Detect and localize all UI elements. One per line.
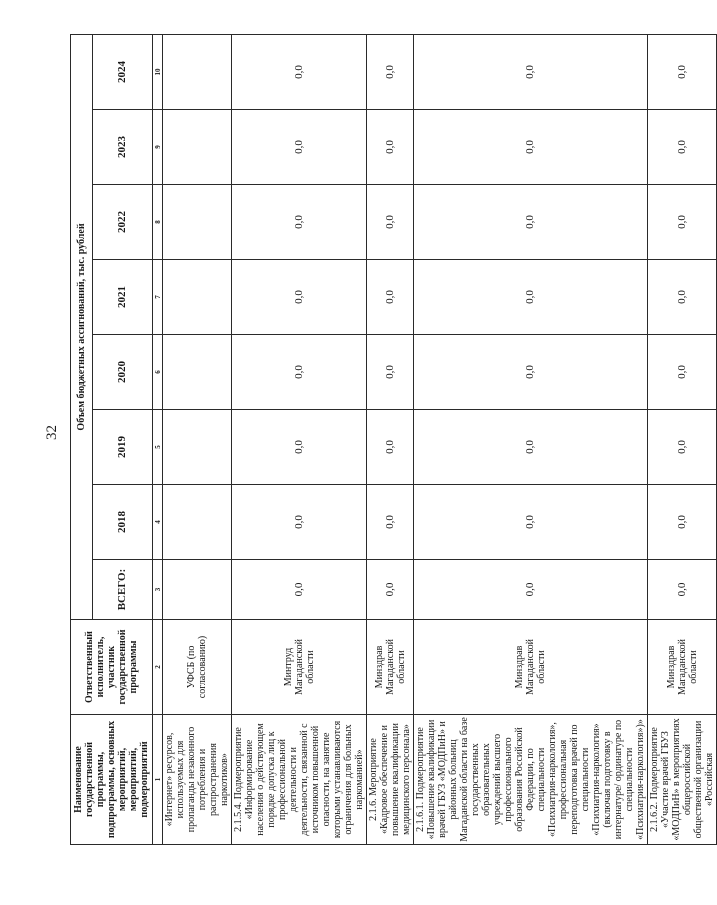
row-executor: Минздрав Магаданской области bbox=[367, 620, 414, 715]
table-row bbox=[414, 34, 648, 844]
value-cell: 0,0 bbox=[232, 560, 367, 620]
value-cell: 0,0 bbox=[414, 560, 648, 620]
row-name: 2.1.5.4. Подмероприятие «Информирование населения о действующем порядке допуска лиц к профессиональной деятельности и деятельности, связанной с источником повышенной опасности, на занятие которыми устанавливаются ограничения для больных наркоманией» bbox=[232, 715, 367, 845]
column-index: 2 bbox=[153, 620, 163, 715]
budget-table-container bbox=[70, 35, 715, 845]
value-cell bbox=[163, 34, 232, 109]
budget-table bbox=[70, 34, 717, 845]
value-cell: 0,0 bbox=[232, 34, 367, 109]
column-index: 7 bbox=[153, 260, 163, 335]
row-executor: Минтруд Магаданской области bbox=[232, 620, 367, 715]
column-index: 8 bbox=[153, 185, 163, 260]
row-name: 2.1.6. Мероприятие «Кадровое обеспечение и повышение квалификации медицинского персонала» bbox=[367, 715, 414, 845]
value-cell: 0,0 bbox=[648, 485, 717, 560]
value-cell: 0,0 bbox=[648, 110, 717, 185]
value-cell: 0,0 bbox=[648, 410, 717, 485]
value-cell: 0,0 bbox=[232, 485, 367, 560]
row-name: «Интернет» ресурсов, используемых для пропаганды незаконного потребления и распространения наркотиков» bbox=[163, 715, 232, 845]
table-row bbox=[232, 34, 367, 844]
value-cell: 0,0 bbox=[232, 110, 367, 185]
header-year: 2022 bbox=[93, 185, 153, 260]
column-index: 1 bbox=[153, 715, 163, 845]
value-cell: 0,0 bbox=[367, 560, 414, 620]
header-name: Наименование государственной программы, подпрограммы, основных мероприятий, мероприятий, подмероприятий bbox=[71, 715, 153, 845]
value-cell: 0,0 bbox=[367, 110, 414, 185]
header-year: 2020 bbox=[93, 335, 153, 410]
header-executor: Ответственный исполнитель, участник государственной программы bbox=[71, 620, 153, 715]
row-name: 2.1.6.2. Подмероприятие «Участие врачей ГБУЗ «МОДПиН» в мероприятиях общероссийской общественной организации «Российская bbox=[648, 715, 717, 845]
value-cell: 0,0 bbox=[414, 34, 648, 109]
value-cell: 0,0 bbox=[367, 335, 414, 410]
header-year: 2021 bbox=[93, 260, 153, 335]
value-cell: 0,0 bbox=[414, 110, 648, 185]
value-cell: 0,0 bbox=[648, 260, 717, 335]
value-cell: 0,0 bbox=[648, 560, 717, 620]
column-index: 3 bbox=[153, 560, 163, 620]
table-row bbox=[163, 34, 232, 844]
column-index: 6 bbox=[153, 335, 163, 410]
value-cell: 0,0 bbox=[414, 485, 648, 560]
value-cell bbox=[163, 410, 232, 485]
column-index: 5 bbox=[153, 410, 163, 485]
value-cell: 0,0 bbox=[367, 185, 414, 260]
value-cell: 0,0 bbox=[232, 185, 367, 260]
value-cell: 0,0 bbox=[367, 410, 414, 485]
value-cell bbox=[163, 260, 232, 335]
value-cell: 0,0 bbox=[414, 335, 648, 410]
row-executor: Минздрав Магаданской области bbox=[414, 620, 648, 715]
column-index: 4 bbox=[153, 485, 163, 560]
table-row bbox=[367, 34, 414, 844]
value-cell: 0,0 bbox=[232, 335, 367, 410]
value-cell bbox=[163, 335, 232, 410]
row-executor: УФСБ (по согласованию) bbox=[163, 620, 232, 715]
header-year: 2023 bbox=[93, 110, 153, 185]
value-cell: 0,0 bbox=[367, 485, 414, 560]
value-cell: 0,0 bbox=[414, 260, 648, 335]
value-cell: 0,0 bbox=[414, 185, 648, 260]
page-number: 32 bbox=[44, 425, 60, 440]
header-year: 2019 bbox=[93, 410, 153, 485]
header-year: 2024 bbox=[93, 34, 153, 109]
value-cell: 0,0 bbox=[414, 410, 648, 485]
value-cell: 0,0 bbox=[367, 260, 414, 335]
value-cell: 0,0 bbox=[648, 34, 717, 109]
table-row bbox=[648, 34, 717, 844]
column-index: 9 bbox=[153, 110, 163, 185]
value-cell bbox=[163, 110, 232, 185]
value-cell: 0,0 bbox=[648, 185, 717, 260]
value-cell: 0,0 bbox=[367, 34, 414, 109]
value-cell bbox=[163, 560, 232, 620]
column-index: 10 bbox=[153, 34, 163, 109]
row-name: 2.1.6.1. Подмероприятие «Повышение квалификации врачей ГБУЗ «МОДПиН» и районных больниц Магаданской области на базе государственных образовательных учреждений высшего профессионального образования Российской Федерации, по специальности «Психиатрия-наркология», профессиональная переподготовка врачей по специальности «Психиатрия-наркология» (включая подготовку в интернатуре/ ординатуре по специальности «Психиатрия-наркология»)» bbox=[414, 715, 648, 845]
header-budget-group: Объем бюджетных ассигнований, тыс. рублей bbox=[71, 34, 93, 619]
value-cell: 0,0 bbox=[232, 410, 367, 485]
value-cell: 0,0 bbox=[232, 260, 367, 335]
value-cell bbox=[163, 185, 232, 260]
row-executor: Минздрав Магаданской области bbox=[648, 620, 717, 715]
value-cell bbox=[163, 485, 232, 560]
header-year: 2018 bbox=[93, 485, 153, 560]
header-total: ВСЕГО: bbox=[93, 560, 153, 620]
value-cell: 0,0 bbox=[648, 335, 717, 410]
